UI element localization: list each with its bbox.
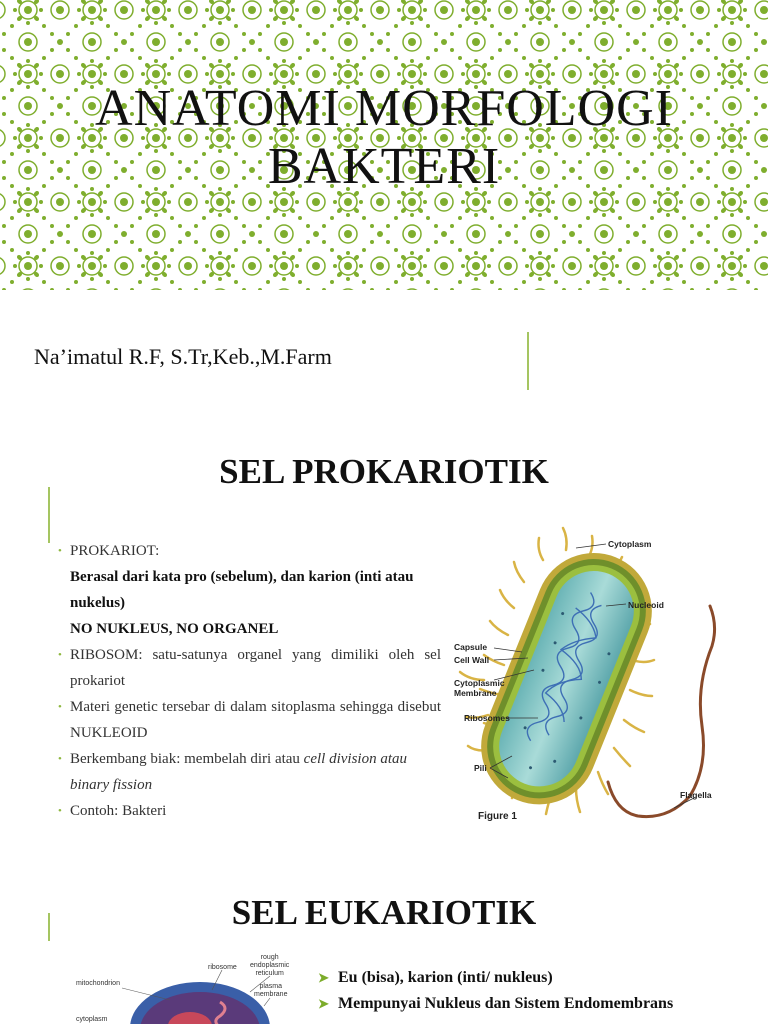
figure-label: Cytoplasm <box>608 539 652 549</box>
list-item: ➤ Mempunyai Nukleus dan Sistem Endomembrans <box>318 991 673 1017</box>
title-banner <box>0 0 768 290</box>
figure-label: Cytoplasmic Membrane <box>454 678 505 698</box>
figure-label: Capsule <box>454 642 488 652</box>
slide-title-prokariotik: SEL PROKARIOTIK <box>219 452 549 491</box>
figure-label: ribosome <box>208 964 237 971</box>
list-item: • Materi genetic tersebar di dalam sitoplasma sehingga disebut NUKLEOID <box>70 694 441 746</box>
eukaryote-figure <box>70 950 310 1024</box>
list-item: • RIBOSOM: satu-satunya organel yang dimiliki oleh sel prokariot <box>70 642 441 694</box>
bacterium-illustration <box>448 520 738 830</box>
accent-divider <box>527 332 529 390</box>
figure-label: plasma membrane <box>254 983 288 998</box>
prokariot-bullet-list <box>70 538 441 824</box>
accent-divider <box>48 913 50 941</box>
figure-label: Cell Wall <box>454 655 490 665</box>
list-item: NO NUKLEUS, NO ORGANEL <box>70 621 279 637</box>
title-line-1: ANATOMI MORFOLOGI <box>95 80 673 137</box>
bacterium-figure <box>448 520 738 830</box>
figure-label: rough endoplasmic reticulum <box>250 954 290 977</box>
figure-label: mitochondrion <box>76 980 120 987</box>
figure-label: Pili <box>474 763 487 773</box>
figure-label: Ribosomes <box>464 713 510 723</box>
figure-label: Flagella <box>680 790 712 800</box>
slide-title-eukariotik: SEL EUKARIOTIK <box>231 893 537 932</box>
arrow-bullet-icon: ➤ <box>318 970 329 985</box>
list-item: ➤ Eu (bisa), karion (inti/ nukleus) <box>318 965 673 991</box>
figure-caption: Figure 1 <box>478 811 517 822</box>
list-item: • Berkembang biak: membelah diri atau cell division atau binary fission <box>70 746 441 798</box>
author-name: Na’imatul R.F, S.Tr,Keb.,M.Farm <box>34 344 332 369</box>
title-line-2: BAKTERI <box>267 138 501 195</box>
arrow-bullet-icon: ➤ <box>318 996 329 1011</box>
list-item: • PROKARIOT: <box>70 538 441 564</box>
eukariot-bullet-list <box>318 965 673 1017</box>
figure-label: cytoplasm <box>76 1016 108 1023</box>
list-item: Berasal dari kata pro (sebelum), dan karion (inti atau nukelus) <box>70 569 414 611</box>
presentation-title <box>0 80 768 196</box>
accent-divider <box>48 487 50 543</box>
figure-label: Nucleoid <box>628 600 664 610</box>
list-item: • Contoh: Bakteri <box>70 798 441 824</box>
